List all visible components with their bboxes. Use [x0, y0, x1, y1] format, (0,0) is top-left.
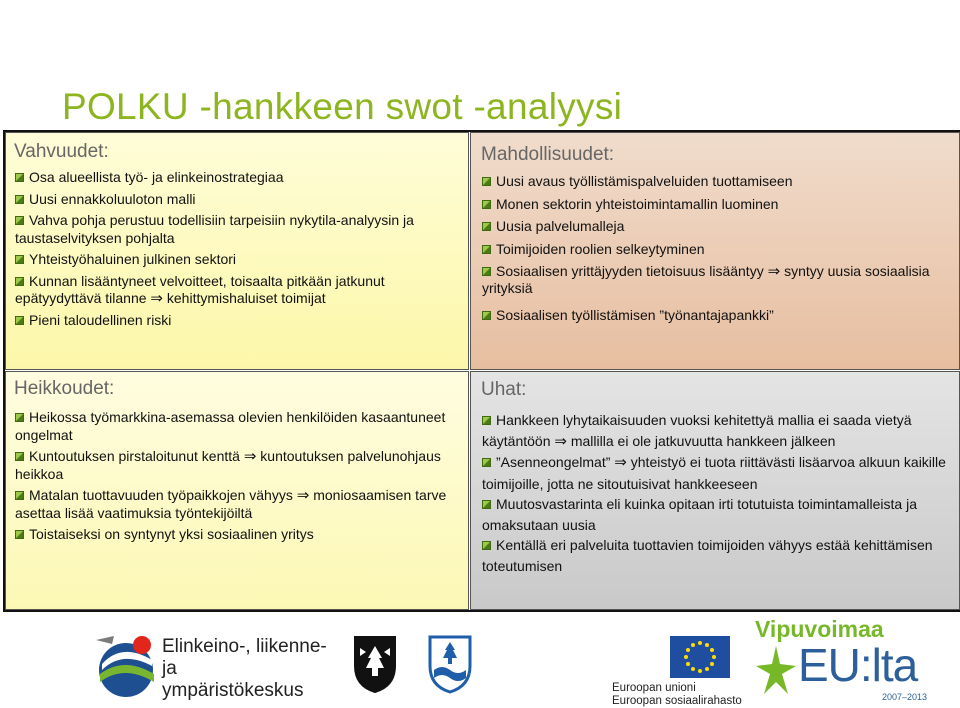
list-item: [482, 535, 958, 576]
list-item: [15, 273, 467, 308]
list-item: [482, 218, 958, 235]
item-text: ”Asenneongelmat”: [496, 454, 611, 470]
item-text: yhteistyö ei tuota riittävästi lisäarvoa alkuun kaikille toimijoille, jotta ne sitoutuisivat hankkeeseen: [482, 454, 946, 492]
list-item: [482, 241, 958, 258]
vip-years: 2007–2013: [882, 692, 928, 702]
list-item: [482, 410, 958, 452]
ely-line-2: ympäristökeskus: [162, 680, 304, 701]
bullet-icon: [482, 458, 491, 467]
item-text: Sosiaalisen työllistämisen ”työnantajapankki”: [496, 307, 774, 323]
bullet-icon: [482, 311, 491, 320]
bullet-icon: [15, 195, 24, 204]
opportunities-title: Mahdollisuudet:: [481, 144, 615, 165]
opportunities-list: [482, 173, 958, 330]
eu-line-1: Euroopan unioni: [612, 682, 696, 694]
weaknesses-title: Heikkoudet:: [14, 378, 115, 399]
item-text: moniosaamisen tarve asettaa lisää vaatimuksia työntekijöiltä: [15, 487, 447, 521]
item-text: Kuntoutuksen pirstaloitunut kenttä: [29, 448, 240, 464]
bullet-icon: [15, 452, 24, 461]
arrow-right-icon: ⇒: [614, 454, 627, 471]
vip-title: Vipuvoimaa: [755, 616, 884, 642]
ely-logo-text: [162, 636, 332, 702]
list-item: [482, 307, 958, 324]
item-text: mallilla ei ole jatkuvuutta hankkeen jälkeen: [570, 432, 836, 449]
bullet-icon: [482, 267, 491, 276]
list-item: [482, 196, 958, 213]
list-item: [15, 251, 467, 269]
bullet-icon: [15, 216, 24, 225]
bullet-icon: [15, 413, 24, 422]
item-text: kehittymishaluiset toimijat: [166, 290, 326, 306]
list-item: [15, 191, 467, 209]
eu-line-2: Euroopan sosiaalirahasto: [612, 695, 742, 707]
item-text: Pieni taloudellinen riski: [29, 311, 172, 328]
list-item: [15, 312, 467, 330]
item-text: Matalan tuottavuuden työpaikkojen vähyys: [29, 487, 293, 503]
item-text: Vahva pohja perustuu todellisiin tarpeisiin nykytila-analyysin ja taustaselvityksen pohjalta: [15, 212, 414, 246]
vip-star-icon: [754, 644, 798, 700]
item-text: Hankkeen lyhytaikaisuuden vuoksi kehitettyä mallia ei saada vietyä käytäntöön: [482, 412, 912, 449]
item-text: Sosiaalisen yrittäjyyden tietoisuus lisääntyy: [496, 263, 764, 279]
bullet-icon: [482, 200, 491, 209]
item-text: Kunnan lisääntyneet velvoitteet, toisaalta pitkään jatkunut epätyydyttävä tilanne: [15, 272, 385, 306]
item-text: Yhteistyöhaluinen julkinen sektori: [29, 251, 237, 267]
ely-line-1: Elinkeino-, liikenne- ja: [162, 636, 327, 679]
arrow-right-icon: ⇒: [243, 448, 257, 465]
bullet-icon: [482, 177, 491, 186]
list-item: [15, 212, 467, 247]
eu-logo-text: [612, 682, 742, 708]
item-text: Uusia palvelumalleja: [496, 218, 625, 234]
arrow-right-icon: ⇒: [296, 487, 310, 504]
bullet-icon: [482, 245, 491, 254]
item-text: Toimijoiden roolien selkeytyminen: [496, 240, 705, 257]
bullet-icon: [482, 541, 491, 550]
vip-eu: EU:lta: [798, 639, 918, 691]
bullet-icon: [15, 277, 24, 286]
vipuvoimaa-logo: [752, 614, 952, 702]
threats-title: Uhat:: [481, 379, 527, 400]
ely-logo: [92, 630, 332, 700]
item-text: Muutosvastarinta eli kuinka opitaan irti totutuista toimintamalleista ja omaksutaan uusia: [482, 496, 917, 533]
swot-grid: [3, 130, 960, 612]
list-item: [15, 487, 467, 522]
page-title: POLKU -hankkeen swot -analyysi: [62, 86, 623, 127]
bullet-icon: [15, 173, 24, 182]
item-text: Uusi avaus työllistämispalveluiden tuottamiseen: [496, 173, 793, 189]
coat-of-arms-icon: [352, 634, 398, 694]
item-text: Uusi ennakkoluuloton malli: [29, 190, 196, 207]
item-text: Kentällä eri palveluita tuottavien toimijoiden vähyys estää kehittämisen toteutumisen: [482, 537, 933, 574]
coat-of-arms-icon: [427, 634, 473, 694]
bullet-icon: [15, 255, 24, 264]
list-item: [482, 452, 958, 494]
threats-list: [482, 410, 958, 576]
logo-bar: [0, 612, 960, 705]
item-text: Osa alueellista työ- ja elinkeinostrategiaa: [29, 169, 284, 185]
bullet-icon: [15, 316, 24, 325]
arrow-right-icon: ⇒: [150, 290, 163, 307]
weaknesses-quadrant: [5, 371, 469, 610]
item-text: syntyy uusia sosiaalisia yrityksiä: [482, 263, 930, 296]
bullet-icon: [15, 491, 24, 500]
list-item: [482, 263, 958, 297]
strengths-title: Vahvuudet:: [14, 141, 109, 162]
opportunities-quadrant: [470, 132, 960, 370]
ely-logo-icon: [92, 630, 158, 700]
arrow-right-icon: ⇒: [767, 263, 781, 280]
list-item: [482, 494, 958, 535]
bullet-icon: [482, 500, 491, 509]
strengths-quadrant: [5, 132, 469, 370]
list-item: [15, 409, 467, 444]
list-item: [15, 526, 467, 544]
item-text: Toistaiseksi on syntynyt yksi sosiaalinen yritys: [29, 526, 314, 542]
weaknesses-list: [15, 409, 467, 548]
eu-flag-icon: [670, 636, 730, 678]
item-text: kuntoutuksen palvelunohjaus heikkoa: [15, 448, 441, 482]
list-item: [482, 173, 958, 190]
threats-quadrant: [470, 371, 960, 610]
bullet-icon: [482, 416, 491, 425]
list-item: [15, 448, 467, 483]
bullet-icon: [482, 222, 491, 231]
eu-logo: [612, 634, 752, 707]
item-text: Monen sektorin yhteistoimintamallin luominen: [496, 195, 779, 212]
strengths-list: [15, 169, 467, 333]
arrow-right-icon: ⇒: [554, 432, 567, 450]
list-item: [15, 169, 467, 187]
bullet-icon: [15, 530, 24, 539]
item-text: Heikossa työmarkkina-asemassa olevien henkilöiden kasaantuneet ongelmat: [15, 409, 446, 443]
